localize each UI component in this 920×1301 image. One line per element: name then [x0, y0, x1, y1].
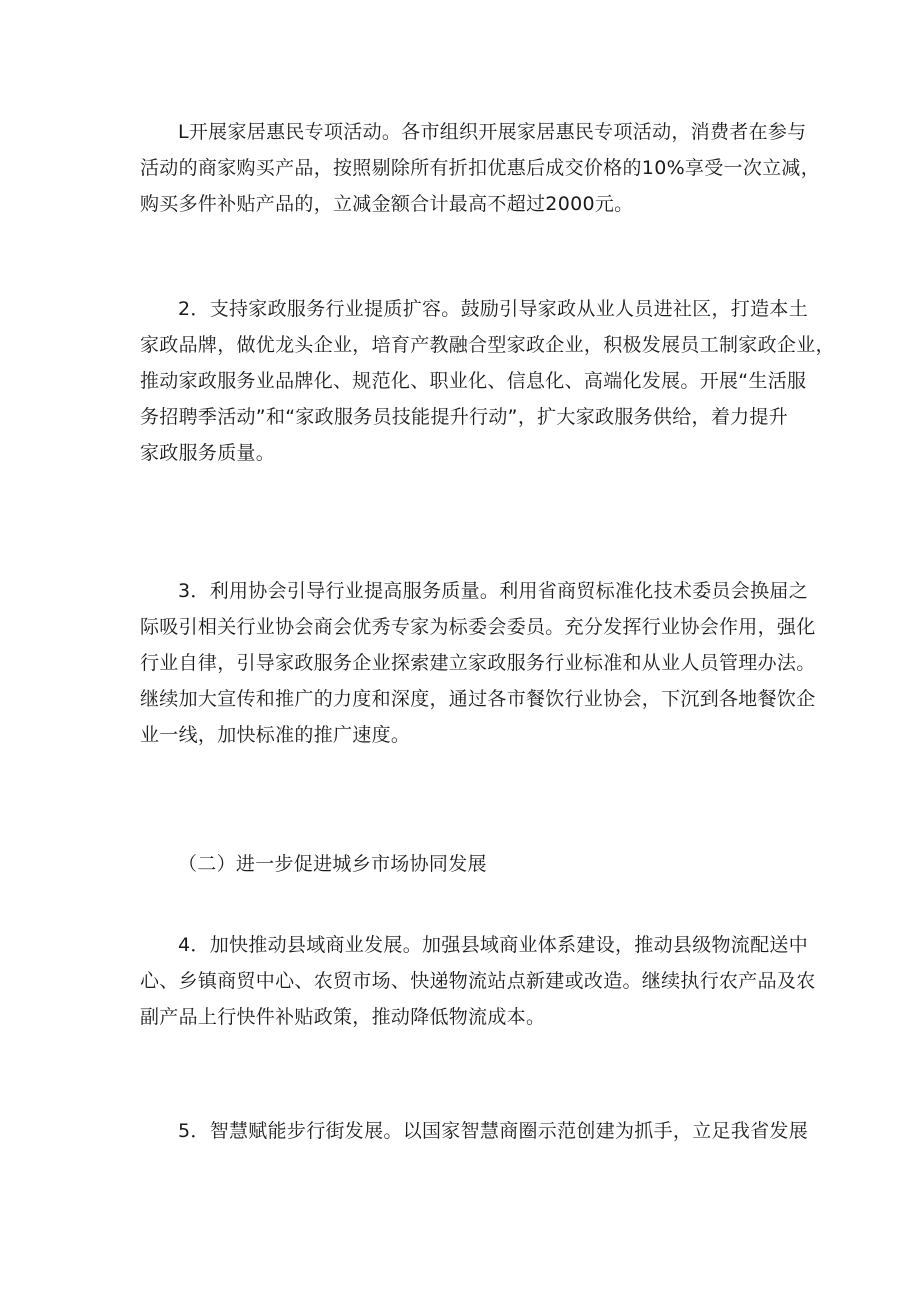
- text-line: 家政服务质量。: [140, 442, 276, 464]
- paragraph-home-furnishing: [140, 114, 821, 222]
- text-line: 心、乡镇商贸中心、农贸市场、快递物流站点新建或改造。继续执行农产品及农: [140, 970, 816, 992]
- paragraph-industry-associations: [140, 573, 816, 753]
- paragraph-pedestrian-street: [140, 1113, 808, 1149]
- text-line: 业一线，加快标准的推广速度。: [140, 724, 411, 746]
- paragraph-household-services: [140, 291, 835, 471]
- text-line: 购买多件补贴产品的，立减金额合计最高不超过2000元。: [140, 193, 634, 215]
- paragraph-county-commerce: [140, 927, 816, 1035]
- text-line: 行业自律，引导家政服务企业探索建立家政服务行业标准和从业人员管理办法。: [140, 652, 816, 674]
- text-line: 2．支持家政服务行业提质扩容。鼓励引导家政从业人员进社区，打造本土: [178, 298, 808, 320]
- text-line: 际吸引相关行业协会商会优秀专家为标委会委员。充分发挥行业协会作用，强化: [140, 616, 816, 638]
- text-line: 副产品上行快件补贴政策，推动降低物流成本。: [140, 1006, 546, 1028]
- text-line: 务招聘季活动”和“家政服务员技能提升行动”，扩大家政服务供给，着力提升: [140, 406, 789, 428]
- text-line: L开展家居惠民专项活动。各市组织开展家居惠民专项活动，消费者在参与: [178, 121, 807, 143]
- section-heading-text: （二）进一步促进城乡市场协同发展: [178, 853, 487, 875]
- text-line: 4．加快推动县域商业发展。加强县域商业体系建设，推动县级物流配送中: [178, 934, 808, 956]
- section-heading: [178, 846, 828, 882]
- text-line: 推动家政服务业品牌化、规范化、职业化、信息化、高端化发展。开展“生活服: [140, 370, 807, 392]
- text-line: 5．智慧赋能步行街发展。以国家智慧商圈示范创建为抓手，立足我省发展: [178, 1120, 808, 1142]
- text-line: 家政品牌，做优龙头企业，培育产教融合型家政企业，积极发展员工制家政企业，: [140, 334, 835, 356]
- text-line: 3．利用协会引导行业提高服务质量。利用省商贸标准化技术委员会换届之: [178, 580, 808, 602]
- text-line: 活动的商家购买产品，按照剔除所有折扣优惠后成交价格的10%享受一次立减，: [140, 157, 821, 179]
- text-line: 继续加大宣传和推广的力度和深度，通过各市餐饮行业协会，下沉到各地餐饮企: [140, 688, 816, 710]
